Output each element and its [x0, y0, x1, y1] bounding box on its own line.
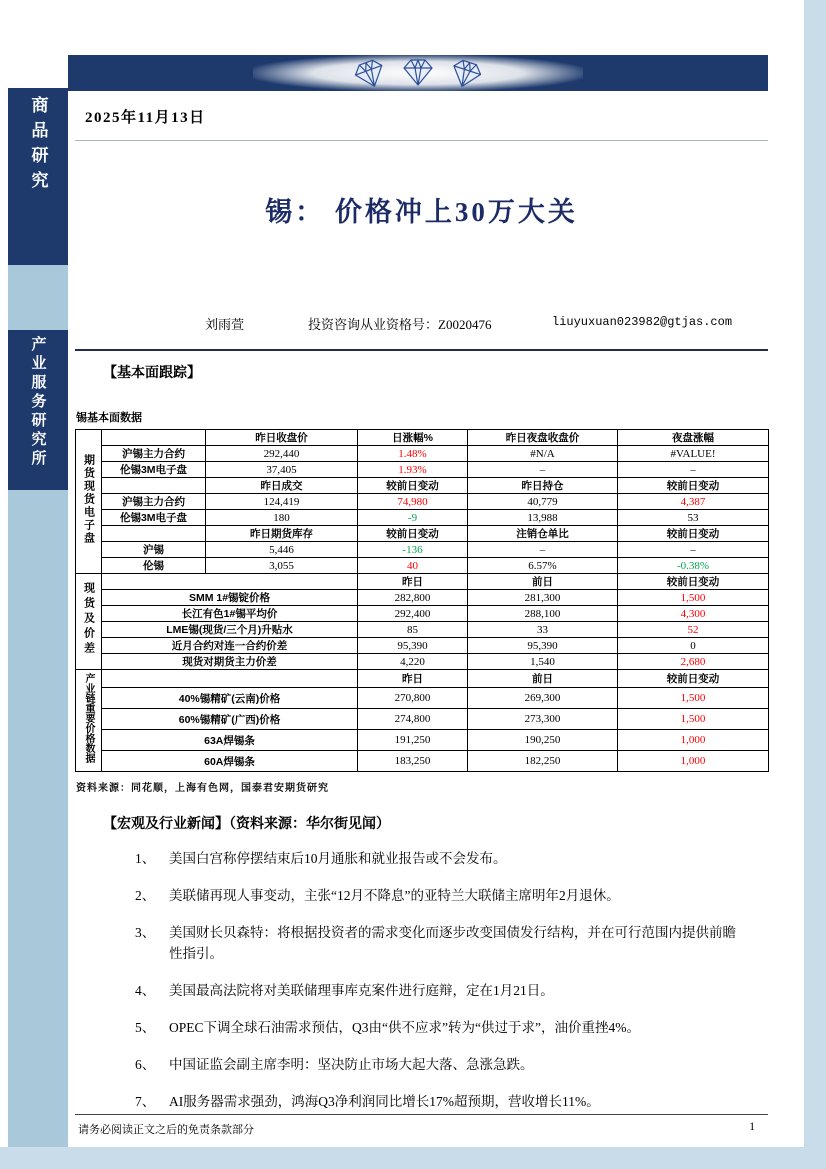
table-section-band-label: 期货现货电子盘	[76, 430, 102, 574]
news-item-text: 美国白宫称停摆结束后10月通胀和就业报告或不会发布。	[169, 851, 507, 866]
table-value-cell: 292,400	[358, 606, 468, 622]
table-row	[76, 606, 769, 622]
table-value-cell: 95,390	[358, 638, 468, 654]
report-title: 锡： 价格冲上30万大关	[265, 197, 578, 227]
table-header-cell: 较前日变动	[618, 526, 769, 542]
section-heading-news: 【宏观及行业新闻】（资料来源：华尔街见闻）	[103, 815, 390, 831]
table-row-label: 60%锡精矿(广西)价格	[102, 709, 358, 730]
date-divider	[75, 140, 768, 141]
table-value-cell: 1,500	[618, 590, 769, 606]
news-item-number: 5、	[135, 1020, 156, 1035]
table-row-label: 近月合约对连一合约价差	[102, 638, 358, 654]
news-item	[135, 848, 750, 869]
table-value-cell: 37,405	[206, 462, 358, 478]
footer-divider	[75, 1114, 768, 1115]
table-row-label: SMM 1#锡锭价格	[102, 590, 358, 606]
table-row-label: 伦锡3M电子盘	[102, 510, 206, 526]
table-value-cell: 74,980	[358, 494, 468, 510]
author-divider	[75, 349, 768, 351]
table-row	[76, 751, 769, 772]
table-value-cell: 0	[618, 638, 769, 654]
footer-disclaimer: 请务必阅读正文之后的免责条款部分	[78, 1124, 254, 1136]
news-item-text: 美国最高法院将对美联储理事库克案件进行庭辩，定在1月21日。	[169, 983, 554, 998]
news-item	[135, 1091, 750, 1112]
news-item-number: 3、	[135, 925, 156, 940]
table-value-cell: 4,387	[618, 494, 769, 510]
sidebar-institute	[8, 330, 68, 490]
news-item-number: 4、	[135, 983, 156, 998]
section-heading-fundamental: 【基本面跟踪】	[103, 364, 201, 380]
sidebar-institute-label: 产业服务研究所	[29, 336, 47, 469]
fundamental-table-wrap	[75, 429, 768, 772]
table-value-cell: –	[618, 462, 769, 478]
table-header-cell: 较前日变动	[618, 670, 769, 688]
table-header-cell: 昨日收盘价	[206, 430, 358, 446]
table-row	[76, 494, 769, 510]
table-value-cell: 282,800	[358, 590, 468, 606]
table-value-cell: 191,250	[358, 730, 468, 751]
table-value-cell: -9	[358, 510, 468, 526]
table-value-cell: 1,000	[618, 730, 769, 751]
table-value-cell: 124,419	[206, 494, 358, 510]
table-row-label: 伦锡3M电子盘	[102, 462, 206, 478]
table-value-cell: 190,250	[468, 730, 618, 751]
news-item	[135, 1017, 750, 1038]
table-header-cell: 前日	[468, 574, 618, 590]
header-banner	[68, 55, 768, 91]
table-value-cell: –	[618, 542, 769, 558]
table-row-label: 沪锡	[102, 542, 206, 558]
table-row	[76, 730, 769, 751]
table-header-cell	[102, 670, 358, 688]
table-value-cell: 3,055	[206, 558, 358, 574]
table-row	[76, 510, 769, 526]
table-row	[76, 654, 769, 670]
table-value-cell: –	[468, 542, 618, 558]
table-value-cell: 1,540	[468, 654, 618, 670]
diamond-logo-icon	[348, 57, 488, 89]
table-row-label: 现货对期货主力价差	[102, 654, 358, 670]
table-value-cell: 281,300	[468, 590, 618, 606]
table-row-label: 63A焊锡条	[102, 730, 358, 751]
table-row-label: 沪锡主力合约	[102, 446, 206, 462]
news-item	[135, 980, 750, 1001]
table-caption: 锡基本面数据	[76, 412, 142, 424]
table-header-cell	[102, 430, 206, 446]
table-header-cell: 昨日成交	[206, 478, 358, 494]
news-item	[135, 922, 750, 964]
table-header-cell: 较前日变动	[358, 478, 468, 494]
table-value-cell: 53	[618, 510, 769, 526]
table-row-label: 40%锡精矿(云南)价格	[102, 688, 358, 709]
news-item-number: 7、	[135, 1094, 156, 1109]
table-value-cell: -136	[358, 542, 468, 558]
table-value-cell: #VALUE!	[618, 446, 769, 462]
table-row	[76, 478, 769, 494]
table-section-band-label: 产业链重要价格数据	[76, 670, 102, 772]
news-item-text: 中国证监会副主席李明：坚决防止市场大起大落、急涨急跌。	[169, 1057, 534, 1072]
table-value-cell: 1.48%	[358, 446, 468, 462]
author-qualification: 投资咨询从业资格号：Z0020476	[308, 317, 492, 332]
author-email: liuyuxuan023982@gtjas.com	[552, 315, 733, 329]
bottom-edge-strip	[0, 1147, 826, 1169]
table-header-cell: 昨日	[358, 670, 468, 688]
table-header-cell	[102, 574, 358, 590]
table-value-cell: 288,100	[468, 606, 618, 622]
author-name: 刘雨萱	[205, 317, 245, 332]
table-value-cell: 5,446	[206, 542, 358, 558]
news-item-number: 1、	[135, 851, 156, 866]
news-item	[135, 885, 750, 906]
table-value-cell: 85	[358, 622, 468, 638]
table-value-cell: 6.57%	[468, 558, 618, 574]
news-item-number: 2、	[135, 888, 156, 903]
table-value-cell: –	[468, 462, 618, 478]
table-header-cell: 较前日变动	[618, 574, 769, 590]
sidebar-spacer-top	[8, 265, 68, 330]
table-row	[76, 542, 769, 558]
table-value-cell: -0.38%	[618, 558, 769, 574]
table-row-label: 伦锡	[102, 558, 206, 574]
footer-page-number: 1	[749, 1121, 755, 1133]
table-value-cell: 1,500	[618, 688, 769, 709]
news-item-text: OPEC下调全球石油需求预估，Q3由“供不应求”转为“供过于求”，油价重挫4%。	[169, 1020, 640, 1035]
table-header-cell: 较前日变动	[358, 526, 468, 542]
table-header-cell	[102, 526, 206, 542]
table-value-cell: 273,300	[468, 709, 618, 730]
table-value-cell: 1.93%	[358, 462, 468, 478]
table-value-cell: 183,250	[358, 751, 468, 772]
table-header-cell: 较前日变动	[618, 478, 769, 494]
report-date: 2025年11月13日	[85, 110, 206, 126]
table-row-label: 沪锡主力合约	[102, 494, 206, 510]
table-value-cell: #N/A	[468, 446, 618, 462]
table-value-cell: 52	[618, 622, 769, 638]
table-value-cell: 13,988	[468, 510, 618, 526]
table-value-cell: 1,000	[618, 751, 769, 772]
news-list	[135, 848, 750, 1128]
table-value-cell: 2,680	[618, 654, 769, 670]
table-row	[76, 688, 769, 709]
table-row	[76, 558, 769, 574]
table-value-cell: 40	[358, 558, 468, 574]
table-row	[76, 590, 769, 606]
table-row	[76, 526, 769, 542]
table-header-cell: 日涨幅%	[358, 430, 468, 446]
table-value-cell: 270,800	[358, 688, 468, 709]
table-header-cell: 昨日	[358, 574, 468, 590]
table-row	[76, 709, 769, 730]
table-section-band-label: 现货及价差	[76, 574, 102, 670]
sidebar-commodity-research	[8, 88, 68, 265]
logo-glow	[253, 55, 583, 91]
fundamental-table-body	[76, 430, 769, 772]
right-edge-strip	[804, 0, 826, 1169]
news-item-number: 6、	[135, 1057, 156, 1072]
table-value-cell: 1,500	[618, 709, 769, 730]
table-value-cell: 4,220	[358, 654, 468, 670]
table-value-cell: 274,800	[358, 709, 468, 730]
table-source-note: 资料来源：同花顺，上海有色网，国泰君安期货研究	[76, 783, 329, 794]
table-value-cell: 269,300	[468, 688, 618, 709]
table-row-label: 长江有色1#锡平均价	[102, 606, 358, 622]
table-value-cell: 33	[468, 622, 618, 638]
table-value-cell: 40,779	[468, 494, 618, 510]
table-row	[76, 622, 769, 638]
fundamental-table	[75, 429, 769, 772]
table-row	[76, 446, 769, 462]
table-header-cell: 前日	[468, 670, 618, 688]
table-row	[76, 462, 769, 478]
table-value-cell: 180	[206, 510, 358, 526]
sidebar-top-label: 商品研究	[28, 96, 48, 196]
table-row	[76, 670, 769, 688]
table-row	[76, 574, 769, 590]
table-value-cell: 292,440	[206, 446, 358, 462]
table-header-cell: 昨日夜盘收盘价	[468, 430, 618, 446]
news-item-text: AI服务器需求强劲，鸿海Q3净利润同比增长17%超预期，营收增长11%。	[169, 1094, 600, 1109]
table-row-label: 60A焊锡条	[102, 751, 358, 772]
news-item-text: 美联储再现人事变动，主张“12月不降息”的亚特兰大联储主席明年2月退休。	[169, 888, 620, 903]
news-item	[135, 1054, 750, 1075]
table-row-label: LME锡(现货/三个月)升贴水	[102, 622, 358, 638]
sidebar-spacer-bottom	[8, 490, 68, 1147]
news-item-text: 美国财长贝森特：将根据投资者的需求变化而逐步改变国债发行结构，并在可行范围内提供前瞻性指引。	[169, 925, 736, 961]
table-header-cell: 夜盘涨幅	[618, 430, 769, 446]
table-header-cell: 昨日期货库存	[206, 526, 358, 542]
table-value-cell: 95,390	[468, 638, 618, 654]
table-row	[76, 430, 769, 446]
table-row	[76, 638, 769, 654]
table-value-cell: 182,250	[468, 751, 618, 772]
table-header-cell: 注销仓单比	[468, 526, 618, 542]
table-header-cell: 昨日持仓	[468, 478, 618, 494]
table-header-cell	[102, 478, 206, 494]
table-value-cell: 4,300	[618, 606, 769, 622]
